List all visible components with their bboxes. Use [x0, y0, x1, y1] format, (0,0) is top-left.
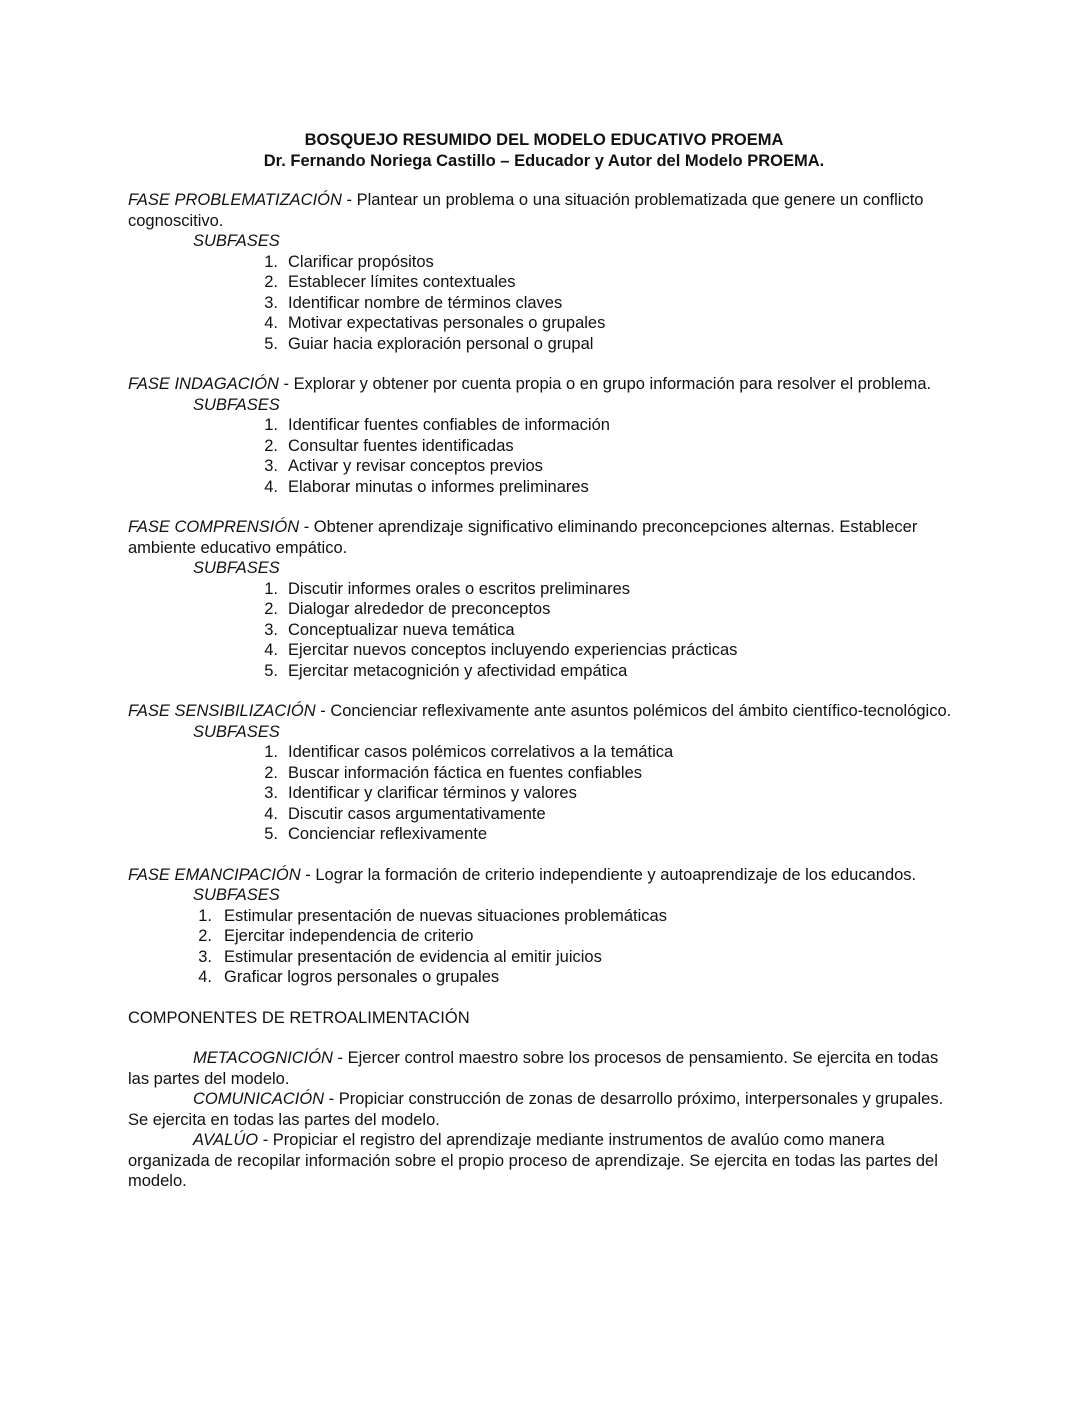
phase-indagacion [128, 374, 958, 497]
phase-emancipacion [128, 865, 958, 988]
list-item: 3. Estimular presentación de evidencia al emitir juicios [198, 947, 602, 966]
feedback-text: - Ejercer control maestro sobre los procesos de pensamiento. Se ejercita en todas las partes del modelo. [128, 1049, 939, 1088]
phase-title: FASE PROBLEMATIZACIÓN [128, 191, 342, 209]
list-item: 4. Discutir casos argumentativamente [264, 804, 546, 823]
feedback-item-comunicacion [128, 1089, 958, 1130]
subfases-list [128, 252, 958, 355]
phase-heading [128, 701, 958, 722]
subfases-label: SUBFASES [193, 886, 280, 904]
list-item: 2. Buscar información fáctica en fuentes confiables [264, 763, 643, 782]
list-item: 4. Motivar expectativas personales o grupales [264, 314, 606, 332]
feedback-text: - Propiciar el registro del aprendizaje mediante instrumentos de avalúo como manera organizada de recopilar información sobre el propio proceso de aprendizaje. Se ejercita en todas las partes del modelo. [128, 1131, 938, 1190]
phase-heading [128, 374, 958, 395]
list-item: 3. Activar y revisar conceptos previos [264, 457, 543, 475]
phase-problematizacion [128, 190, 958, 354]
feedback-term: COMUNICACIÓN [193, 1090, 325, 1108]
list-item: 1. Discutir informes orales o escritos preliminares [264, 579, 631, 598]
document-title: BOSQUEJO RESUMIDO DEL MODELO EDUCATIVO PROEMA [304, 131, 784, 149]
list-item: 1. Estimular presentación de nuevas situaciones problemáticas [198, 906, 667, 925]
phase-title: FASE EMANCIPACIÓN [128, 865, 301, 884]
phase-comprension [128, 517, 958, 681]
phase-description: - Explorar y obtener por cuenta propia o en grupo información para resolver el problema. [278, 375, 932, 393]
phase-description: - Plantear un problema o una situación problematizada que genere un conflicto cognoscitivo. [128, 191, 924, 230]
list-item: 4. Graficar logros personales o grupales [198, 968, 500, 986]
subfases-list [128, 742, 958, 845]
subfases-list [128, 415, 958, 497]
document-header [0, 130, 1088, 171]
list-item: 1. Clarificar propósitos [264, 252, 434, 271]
feedback-components [128, 1048, 958, 1192]
phase-title: FASE INDAGACIÓN [128, 375, 279, 393]
list-item: 4. Ejercitar nuevos conceptos incluyendo experiencias prácticas [264, 641, 738, 659]
list-item: 3. Identificar y clarificar términos y valores [264, 784, 577, 802]
phase-title: FASE SENSIBILIZACIÓN [128, 702, 316, 720]
feedback-text: - Propiciar construcción de zonas de desarrollo próximo, interpersonales y grupales. Se ejercita en todas las partes del modelo. [128, 1090, 944, 1129]
feedback-item-avaluo [128, 1130, 958, 1192]
phase-sensibilizacion [128, 701, 958, 845]
document-subtitle: Dr. Fernando Noriega Castillo – Educador y Autor del Modelo PROEMA. [263, 151, 825, 170]
list-item: 4. Elaborar minutas o informes preliminares [264, 477, 589, 496]
subfases-label: SUBFASES [193, 232, 280, 250]
list-item: 5. Ejercitar metacognición y afectividad empática [264, 661, 628, 680]
feedback-item-metacognicion [128, 1048, 958, 1089]
feedback-term: AVALÚO [193, 1131, 259, 1149]
phase-title: FASE COMPRENSIÓN [128, 518, 300, 536]
list-item: 1. Identificar casos polémicos correlativos a la temática [264, 743, 674, 761]
phase-description: - Lograr la formación de criterio independiente y autoaprendizaje de los educandos. [300, 865, 917, 884]
phase-heading [128, 865, 958, 886]
subfases-list [128, 906, 958, 988]
list-item: 3. Identificar nombre de términos claves [264, 293, 563, 312]
subfases-label: SUBFASES [193, 559, 280, 577]
phase-description: - Concienciar reflexivamente ante asuntos polémicos del ámbito científico-tecnológico. [315, 702, 952, 720]
list-item: 3. Conceptualizar nueva temática [264, 620, 515, 639]
subfases-label: SUBFASES [193, 395, 280, 414]
document-body [128, 190, 958, 1192]
list-item: 1. Identificar fuentes confiables de información [264, 416, 610, 434]
list-item: 5. Concienciar reflexivamente [264, 825, 488, 843]
phase-heading [128, 517, 958, 558]
list-item: 2. Dialogar alrededor de preconceptos [264, 600, 551, 618]
list-item: 2. Consultar fuentes identificadas [264, 436, 514, 455]
phase-description: - Obtener aprendizaje significativo eliminando preconcepciones alternas. Establecer ambiente educativo empático. [128, 518, 918, 557]
list-item: 2. Ejercitar independencia de criterio [198, 927, 474, 945]
list-item: 2. Establecer límites contextuales [264, 273, 516, 291]
list-item: 5. Guiar hacia exploración personal o grupal [264, 334, 594, 353]
subfases-label: SUBFASES [193, 722, 280, 741]
feedback-section-title: COMPONENTES DE RETROALIMENTACIÓN [128, 1008, 470, 1027]
phase-heading [128, 190, 958, 231]
subfases-list [128, 579, 958, 682]
feedback-term: METACOGNICIÓN [193, 1049, 333, 1067]
